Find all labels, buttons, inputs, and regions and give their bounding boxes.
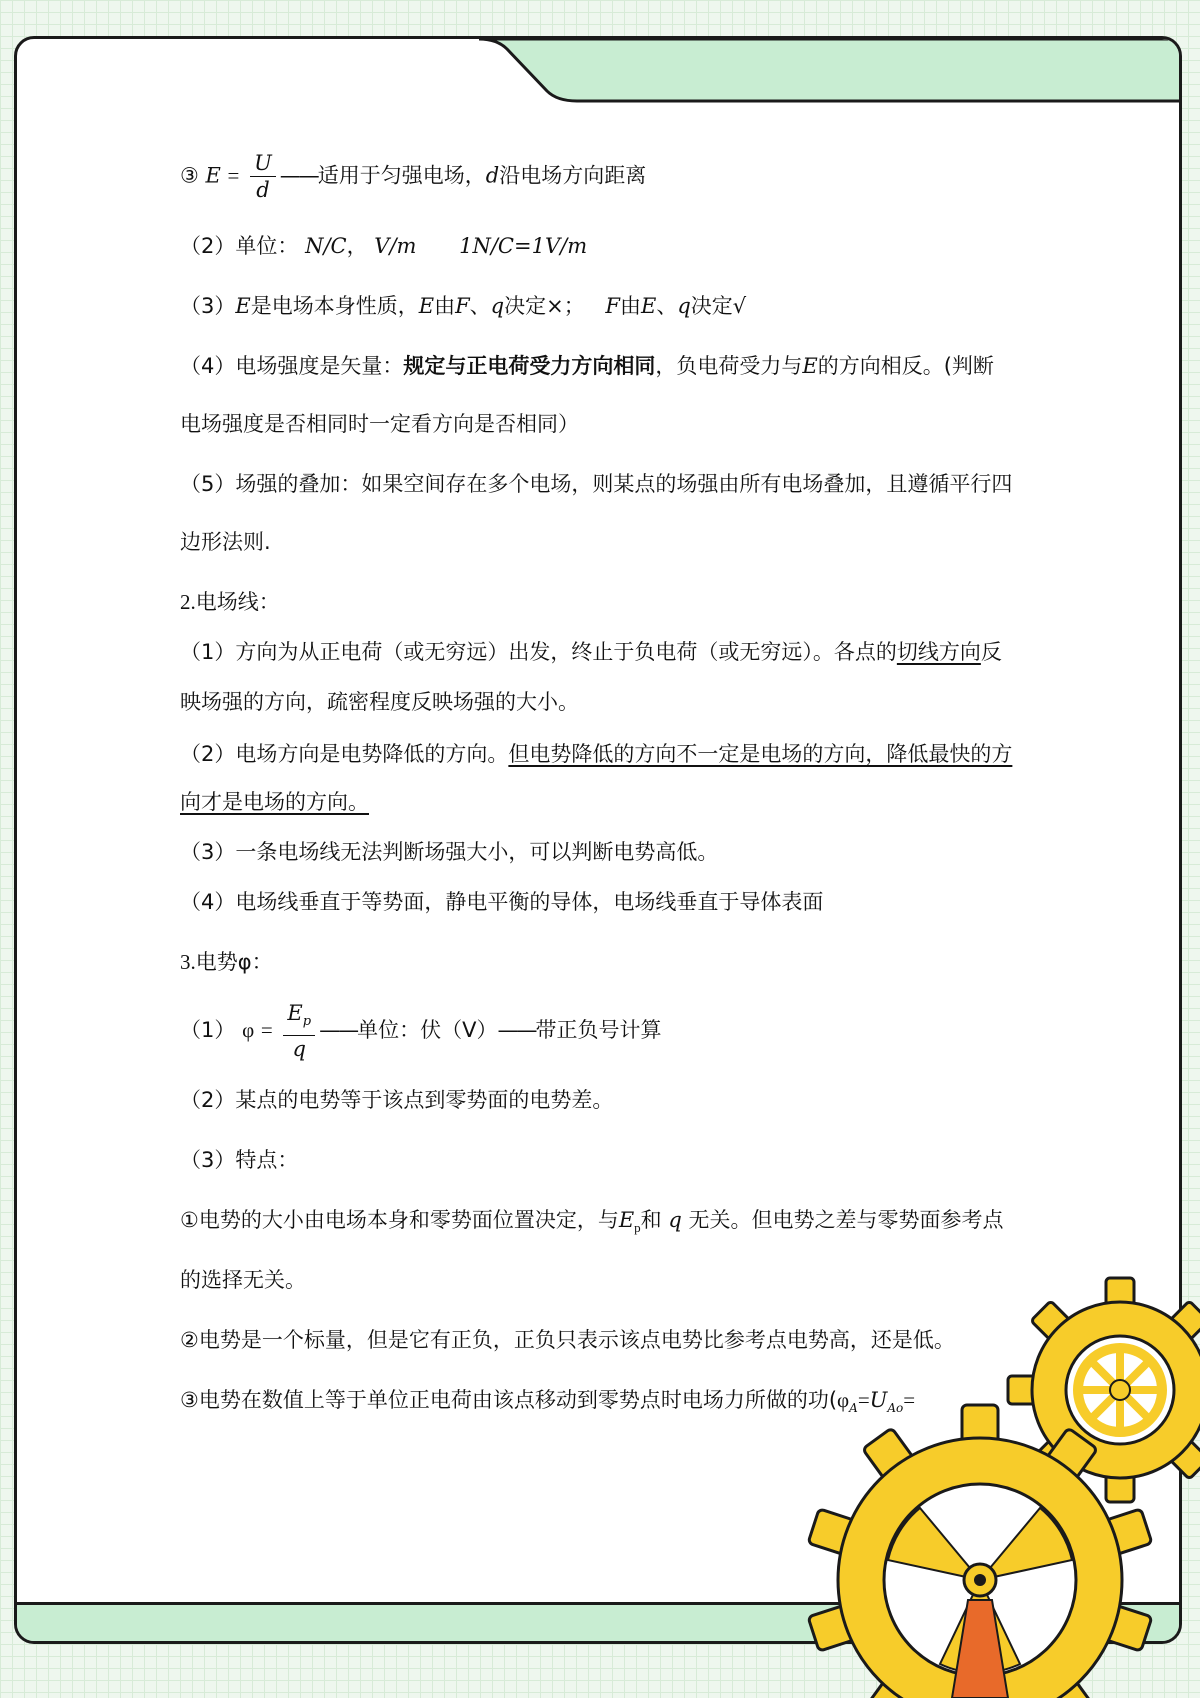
subscript-p: p [634, 1220, 641, 1236]
text: 决定×； [504, 294, 585, 318]
paragraph-continuation: 的选择无关。 [180, 1268, 306, 1292]
variable-u: U [869, 1388, 888, 1412]
section-number: 3. [180, 950, 196, 974]
fraction-denominator: q [292, 1037, 306, 1062]
subscript-p: p [302, 1014, 312, 1030]
fraction-ep-over-q [283, 1000, 315, 1062]
equals-sign: = [903, 1388, 916, 1412]
text: ，负电荷受力与 [655, 354, 803, 378]
text: 单位：伏（V） [357, 1018, 498, 1043]
em-dash: —— [497, 1018, 536, 1043]
potential-feature-1 [180, 1204, 1004, 1236]
text: 和 [640, 1208, 662, 1232]
superposition-line: （5）场强的叠加：如果空间存在多个电场，则某点的场强由所有电场叠加，且遵循平行四 [180, 472, 1013, 496]
variable-q: q [677, 294, 691, 318]
text: 无关。但电势之差与零势面参考点 [688, 1208, 1004, 1232]
section-number: 2. [180, 590, 196, 614]
potential-features-label: （3）特点： [180, 1148, 299, 1172]
formula-e-u-d-line [180, 150, 646, 203]
separator: ， [346, 234, 368, 258]
subscript-ao: Ao [887, 1401, 904, 1416]
em-dash: —— [319, 1018, 358, 1043]
item-label: （3） [180, 294, 236, 318]
variable-e: E [802, 354, 818, 378]
symbol-phi: φ [837, 1388, 850, 1412]
variable-e: E [618, 1208, 635, 1232]
equals-sign: = [857, 1388, 870, 1412]
bold-rule: 规定与正电荷受力方向相同 [403, 354, 656, 378]
symbol-phi: φ [242, 1018, 255, 1043]
text: 适用于匀强电场， [317, 163, 486, 188]
variable-f: F [455, 294, 470, 318]
field-line-direction-line [180, 636, 1002, 666]
subscript-a: A [849, 1401, 858, 1416]
item-label: （2）单位： [180, 234, 299, 258]
text: 、 [469, 294, 491, 318]
text: 、 [656, 294, 678, 318]
fraction-numerator: U [250, 150, 276, 177]
variable-q: q [668, 1208, 682, 1232]
field-property-line [180, 290, 746, 320]
text: （1）方向为从正电荷（或无穷远）出发，终止于负电荷（或无穷远）。各点的 [180, 640, 897, 664]
field-line-rule-3: （3）一条电场线无法判断场强大小，可以判断电势高低。 [180, 840, 719, 864]
paragraph-continuation: 映场强的方向，疏密程度反映场强的大小。 [180, 690, 579, 714]
unit-v-per-m: V/m [374, 234, 417, 258]
paragraph-continuation [180, 786, 369, 816]
paragraph-continuation: 电场强度是否相同时一定看方向是否相同） [180, 412, 579, 436]
fraction-denominator: d [256, 178, 270, 202]
unit-line [180, 230, 587, 260]
potential-feature-3 [180, 1384, 915, 1415]
section-heading-field-lines [180, 586, 280, 616]
variable-d: d [485, 163, 500, 188]
item-label: （4）电场强度是矢量： [180, 354, 404, 378]
section-heading-potential [180, 946, 273, 976]
equals-sign: = [227, 163, 240, 188]
vector-line [180, 350, 994, 380]
unit-n-per-c: N/C [305, 234, 347, 258]
text: ①电势的大小由电场本身和零势面位置决定，与 [180, 1208, 619, 1232]
variable-f: F [605, 294, 620, 318]
top-right-tab [17, 39, 1182, 109]
paragraph-continuation: 边形法则. [180, 530, 271, 554]
text: （2）电场方向是电势降低的方向。 [180, 742, 509, 766]
text: 反 [980, 640, 1002, 664]
equals-sign: = [260, 1018, 273, 1043]
variable-q: q [490, 294, 505, 318]
text: 沿电场方向距离 [499, 163, 647, 188]
potential-feature-2: ②电势是一个标量，但是它有正负，正负只表示该点电势比参考点电势高，还是低。 [180, 1328, 955, 1352]
section-title: 电场线： [195, 590, 280, 614]
text: 由 [619, 294, 641, 318]
variable-e: E [418, 294, 435, 318]
circled-number: ③ [180, 163, 199, 188]
fraction-u-over-d [250, 150, 276, 203]
underlined-text: 切线方向 [896, 640, 981, 664]
potential-direction-line [180, 738, 1012, 768]
variable-e: E [205, 163, 221, 188]
fraction-numerator [283, 1000, 315, 1036]
underlined-text: 向才是电场的方向。 [180, 790, 369, 814]
text: 的方向相反。(判断 [817, 354, 994, 378]
text: 带正负号计算 [535, 1018, 662, 1043]
variable-e: E [235, 294, 251, 318]
section-title: 电势φ： [195, 950, 273, 974]
item-label: （1） [180, 1018, 236, 1043]
text: 决定√ [690, 294, 747, 318]
variable-e: E [640, 294, 657, 318]
em-dash: —— [279, 163, 318, 188]
potential-rule-2: （2）某点的电势等于该点到零势面的电势差。 [180, 1088, 614, 1112]
text: 由 [434, 294, 456, 318]
field-line-rule-4: （4）电场线垂直于等势面，静电平衡的导体，电场线垂直于导体表面 [180, 890, 824, 914]
underlined-text: 但电势降低的方向不一定是电场的方向，降低最快的方 [508, 742, 1013, 766]
text: 是电场本身性质， [250, 294, 419, 318]
bottom-band [17, 1602, 1179, 1641]
variable-e: E [287, 1001, 303, 1025]
formula-potential-line [180, 1000, 661, 1062]
text: ③电势在数值上等于单位正电荷由该点移动到零势点时电场力所做的功( [180, 1388, 838, 1412]
unit-relation: 1N/C=1V/m [459, 234, 588, 258]
